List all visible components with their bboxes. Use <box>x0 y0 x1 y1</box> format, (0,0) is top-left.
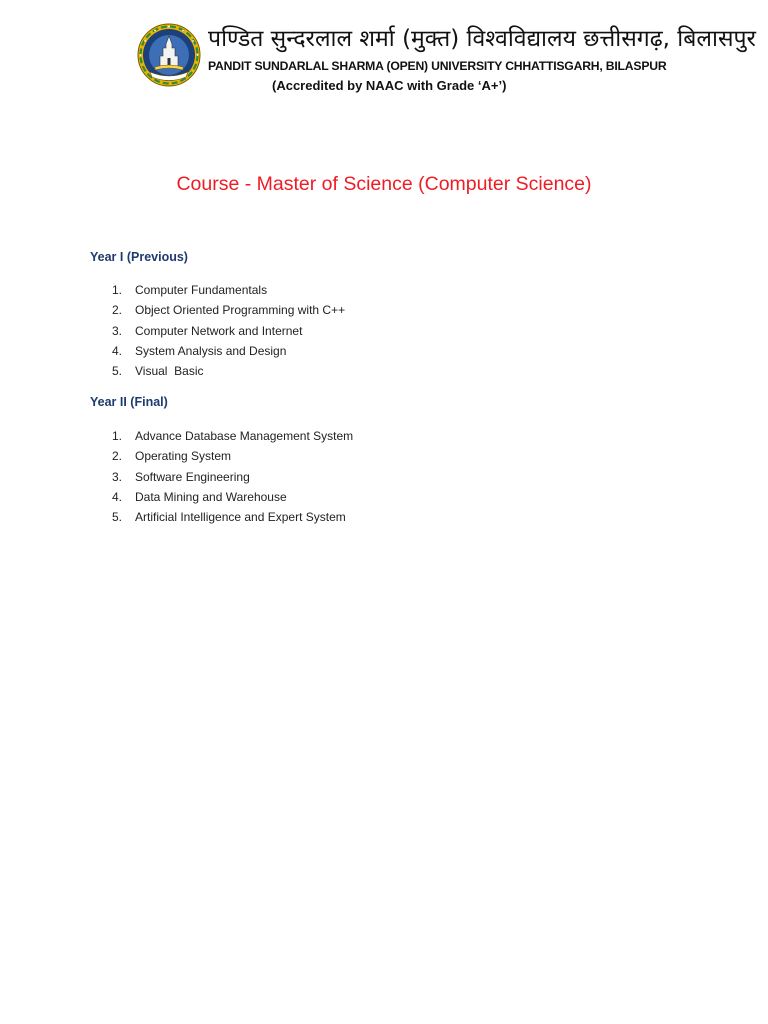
item-number: 5. <box>112 510 123 525</box>
course-title: Course - Master of Science (Computer Science) <box>176 173 592 195</box>
subject-name: Software Engineering <box>135 469 250 484</box>
list-item <box>112 467 353 487</box>
year-1-subject-list <box>112 280 345 381</box>
item-number: 4. <box>112 343 123 358</box>
subject-name: System Analysis and Design <box>135 343 287 358</box>
list-item <box>112 280 345 300</box>
list-item <box>112 487 353 507</box>
subject-name: Advance Database Management System <box>135 429 354 443</box>
letterhead <box>136 22 756 102</box>
item-number: 2. <box>112 303 123 318</box>
item-number: 2. <box>112 449 123 464</box>
subject-name: Data Mining and Warehouse <box>135 489 287 504</box>
subject-name: Artificial Intelligence and Expert System <box>135 510 346 525</box>
item-number: 4. <box>112 489 123 504</box>
list-item <box>112 426 353 446</box>
university-seal-icon <box>136 22 202 88</box>
subject-name: Operating System <box>135 449 232 464</box>
list-item <box>112 300 345 320</box>
year-1-heading: Year I (Previous) <box>90 250 188 264</box>
subject-name: Computer Network and Internet <box>135 323 303 338</box>
item-number: 3. <box>112 323 123 338</box>
year-2-subject-list <box>112 426 353 527</box>
year-2-heading: Year II (Final) <box>90 395 168 409</box>
accreditation-text: (Accredited by NAAC with Grade ‘A+’) <box>272 78 507 93</box>
subject-name: Visual Basic <box>135 364 204 379</box>
list-item <box>112 341 345 361</box>
item-number: 5. <box>112 364 123 379</box>
subject-name: Object Oriented Programming with C++ <box>135 303 346 318</box>
list-item <box>112 446 353 466</box>
university-name-english: PANDIT SUNDARLAL SHARMA (OPEN) UNIVERSITY CHHATTISGARH, BILASPUR <box>208 59 667 73</box>
subject-name: Computer Fundamentals <box>135 283 268 297</box>
list-item <box>112 361 345 381</box>
university-name-hindi: पण्डित सुन्दरलाल शर्मा (मुक्त) विश्वविद्यालय छत्तीसगढ़, बिलासपुर <box>208 26 756 52</box>
list-item <box>112 507 353 527</box>
list-item <box>112 321 345 341</box>
item-number: 1. <box>112 429 123 443</box>
item-number: 1. <box>112 283 123 297</box>
item-number: 3. <box>112 469 123 484</box>
